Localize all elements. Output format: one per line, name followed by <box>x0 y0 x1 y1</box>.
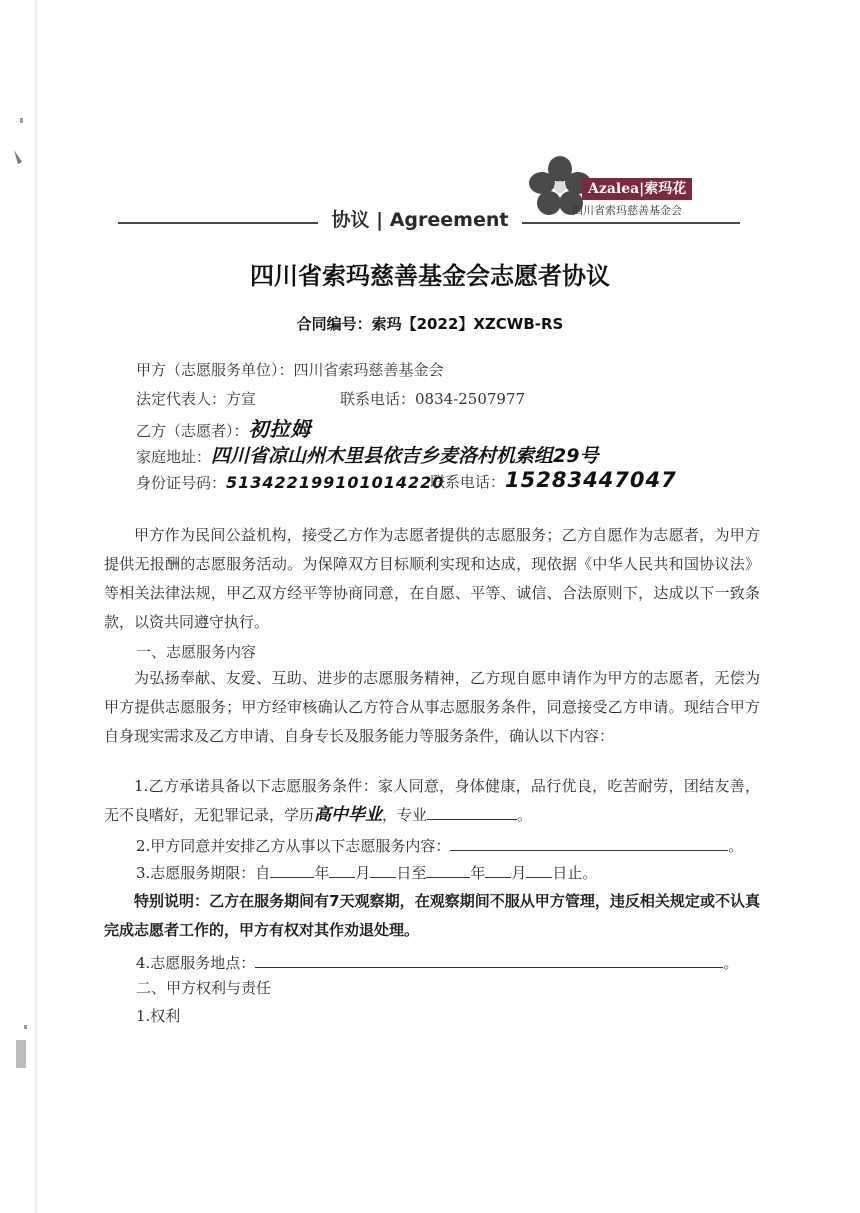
intro-paragraph: 甲方作为民间公益机构，接受乙方作为志愿者提供的志愿服务；乙方自愿作为志愿者，为甲方提供无报酬的志愿服务活动。为保障双方目标顺利实现和达成，现依据《中华人民共和国协议法》等相关法律法规，甲乙双方经平等协商同意，在自愿、平等、诚信、合法原则下，达成以下一致条款，以资共同遵守执行。 <box>104 526 760 631</box>
party-b-label: 乙方（志愿者）： <box>136 422 249 440</box>
condition-text: 1.乙方承诺具备以下志愿服务条件：家人同意，身体健康，品行优良，吃苦耐劳，团结友善，无不良嗜好，无犯罪记录，学历 <box>104 777 760 824</box>
service-location-end: 。 <box>723 954 739 972</box>
id-line <box>136 472 444 493</box>
party-b-phone-label: 联系电话： <box>430 473 506 491</box>
special-note-label: 特别说明： <box>134 892 210 910</box>
day-end-label: 日止。 <box>552 864 598 882</box>
section2-rights: 1.权利 <box>136 1007 181 1025</box>
service-content-item <box>136 834 743 856</box>
service-period-item <box>136 861 597 883</box>
address-line <box>136 441 598 468</box>
header-label: 协议 | Agreement <box>320 205 520 235</box>
special-note <box>104 887 760 945</box>
party-a-phone-value: 0834-2507977 <box>415 390 526 408</box>
section1-paragraph: 为弘扬奉献、友爱、互助、进步的志愿服务精神，乙方现自愿申请作为甲方的志愿者，无偿为甲方提供志愿服务；甲方经审核确认乙方符合从事志愿服务条件，同意接受乙方申请。现结合甲方自身现实需求及乙方申请、自身专长及服务能力等服务条件，确认以下内容： <box>104 669 760 745</box>
party-b-phone-line <box>430 468 677 492</box>
address-label: 家庭地址： <box>136 448 212 466</box>
party-a-phone-line <box>340 388 525 409</box>
rep-value: 方宣 <box>226 390 257 408</box>
start-month-label: 月 <box>355 864 371 882</box>
service-content-end: 。 <box>728 837 744 855</box>
party-b-name: 初拉姆 <box>248 417 312 441</box>
end-year-label: 年 <box>470 864 486 882</box>
party-a-value: 四川省索玛慈善基金会 <box>293 361 444 379</box>
rep-label: 法定代表人： <box>136 390 227 408</box>
period-label: 3.志愿服务期限：自 <box>136 864 271 882</box>
party-a-rep-line <box>136 388 256 409</box>
start-month-blank <box>329 861 355 878</box>
party-a-phone-label: 联系电话： <box>340 390 416 408</box>
logo-org-name: 四川省索玛慈善基金会 <box>572 204 682 217</box>
party-a-line <box>136 359 444 380</box>
condition-end: 。 <box>517 806 533 824</box>
day-to-label: 日至 <box>396 864 427 882</box>
id-value: 513422199101014220 <box>226 473 445 492</box>
address-value: 四川省凉山州木里县依吉乡麦洛村机索组29号 <box>211 445 599 467</box>
start-day-blank <box>370 861 396 878</box>
condition-item <box>104 772 760 830</box>
document-title: 四川省索玛慈善基金会志愿者协议 <box>250 262 610 290</box>
end-year-blank <box>426 861 470 878</box>
service-location-blank <box>255 951 723 968</box>
end-day-blank <box>526 861 552 878</box>
special-note-text: 乙方在服务期间有7天观察期，在观察期间不服从甲方管理，违反相关规定或不认真完成志愿者工作的，甲方有权对其作劝退处理。 <box>104 892 760 939</box>
start-year-label: 年 <box>314 864 330 882</box>
major-blank <box>427 803 517 820</box>
section1-heading: 一、志愿服务内容 <box>136 643 257 661</box>
logo-brand-text: Azalea|索玛花 <box>582 178 692 200</box>
major-label: ，专业 <box>382 806 428 824</box>
end-month-label: 月 <box>511 864 527 882</box>
service-location-item <box>136 951 738 973</box>
contract-number: 合同编号：索玛【2022】XZCWB-RS <box>296 315 564 333</box>
service-location-label: 4.志愿服务地点： <box>136 954 256 972</box>
education-value: 高中毕业 <box>314 805 383 825</box>
start-year-blank <box>270 861 314 878</box>
service-content-label: 2.甲方同意并安排乙方从事以下志愿服务内容： <box>136 837 451 855</box>
id-label: 身份证号码： <box>136 474 227 492</box>
header-rule-right <box>522 222 740 224</box>
end-month-blank <box>485 861 511 878</box>
party-b-phone-value: 15283447047 <box>505 468 677 492</box>
party-b-line <box>136 413 312 442</box>
party-a-label: 甲方（志愿服务单位）： <box>136 361 294 379</box>
service-content-blank <box>450 834 728 851</box>
section2-heading: 二、甲方权利与责任 <box>136 979 272 997</box>
header-rule-left <box>118 222 318 224</box>
